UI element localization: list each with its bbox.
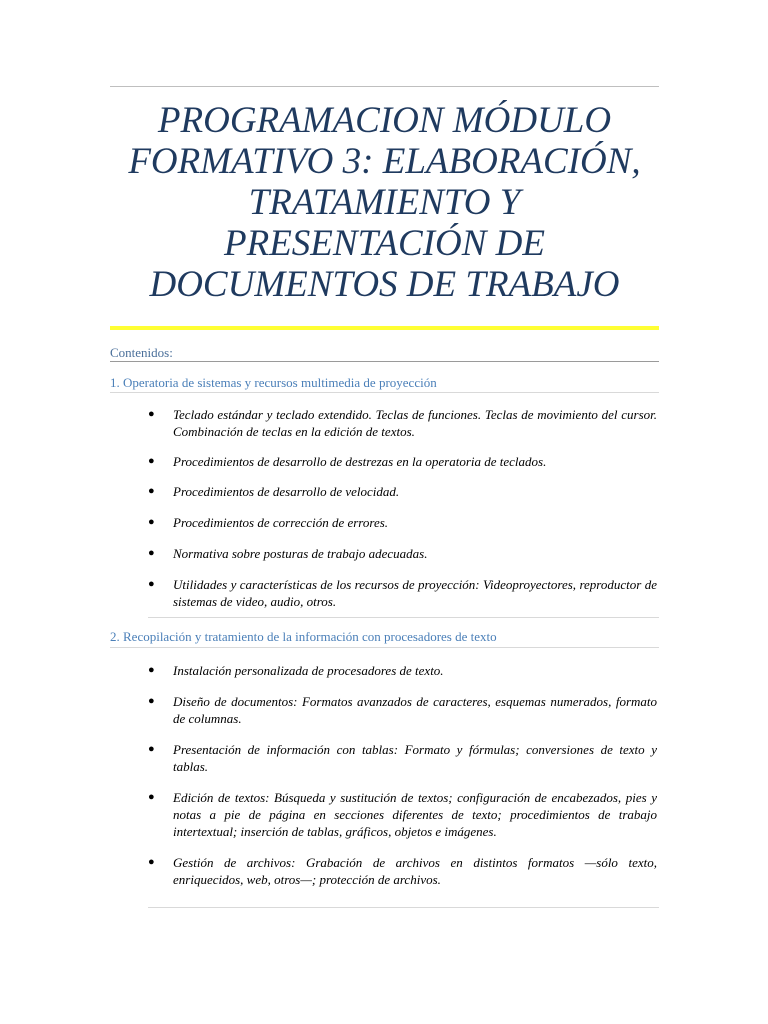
section-end-rule xyxy=(148,907,659,908)
list-item: ● Normativa sobre posturas de trabajo adecuadas. xyxy=(148,546,428,561)
section-2-list xyxy=(148,662,657,888)
bullet-icon: ● xyxy=(148,856,155,868)
list-item: ● Instalación personalizada de procesadores de texto. xyxy=(148,663,444,678)
bullet-icon: ● xyxy=(148,408,155,420)
title-underline-bar xyxy=(110,326,659,330)
list-item: ● Procedimientos de desarrollo de velocidad. xyxy=(148,484,400,499)
section-1-list xyxy=(148,406,657,610)
title-line: PROGRAMACION MÓDULO xyxy=(157,100,612,141)
bullet-icon: ● xyxy=(148,455,155,467)
bullet-icon: ● xyxy=(148,547,155,559)
list-item: ● Presentación de información con tablas: Formato y fórmulas; conversiones de texto y tablas. xyxy=(148,742,657,774)
list-item: ● Teclado estándar y teclado extendido. Teclas de funciones. Teclas de movimiento del cursor. Combinación de teclas en la edición de textos. xyxy=(148,407,657,439)
top-divider xyxy=(110,86,659,87)
section-heading-1: 1. Operatoria de sistemas y recursos multimedia de proyección xyxy=(110,375,437,390)
bullet-icon: ● xyxy=(148,578,155,590)
title-line: FORMATIVO 3: ELABORACIÓN, xyxy=(128,141,641,182)
bullet-icon: ● xyxy=(148,791,155,803)
list-item: ● Edición de textos: Búsqueda y sustitución de textos; configuración de encabezados, pies y notas a pie de página en secciones diferentes de texto; procedimientos de trabajo intertextual; inserción de tablas, gráficos, objetos e imágenes. xyxy=(148,790,657,839)
bullet-icon: ● xyxy=(148,516,155,528)
section-heading-rule xyxy=(110,392,659,393)
bullet-icon: ● xyxy=(148,485,155,497)
section-end-rule xyxy=(148,617,659,618)
list-item: ● Utilidades y características de los recursos de proyección: Videoproyectores, reproductor de sistemas de video, audio, otros. xyxy=(148,577,657,609)
bullet-icon: ● xyxy=(148,695,155,707)
list-item: ● Diseño de documentos: Formatos avanzados de caracteres, esquemas numerados, formato de columnas. xyxy=(148,694,657,726)
title-line: TRATAMIENTO Y xyxy=(248,182,521,223)
bullet-icon: ● xyxy=(148,743,155,755)
document-page xyxy=(110,0,659,1024)
document-title xyxy=(110,100,659,305)
list-item: ● Procedimientos de desarrollo de destrezas en la operatoria de teclados. xyxy=(148,454,547,469)
bullet-icon: ● xyxy=(148,664,155,676)
list-item: ● Gestión de archivos: Grabación de archivos en distintos formatos —sólo texto, enriquecidos, web, otros—; protección de archivos. xyxy=(148,855,657,887)
title-line: PRESENTACIÓN DE xyxy=(224,223,545,264)
title-line: DOCUMENTOS DE TRABAJO xyxy=(149,264,620,305)
list-item: ● Procedimientos de corrección de errores. xyxy=(148,515,389,530)
contents-label: Contenidos: xyxy=(110,345,659,362)
section-heading-2: 2. Recopilación y tratamiento de la información con procesadores de texto xyxy=(110,629,497,644)
section-heading-rule xyxy=(110,647,659,648)
